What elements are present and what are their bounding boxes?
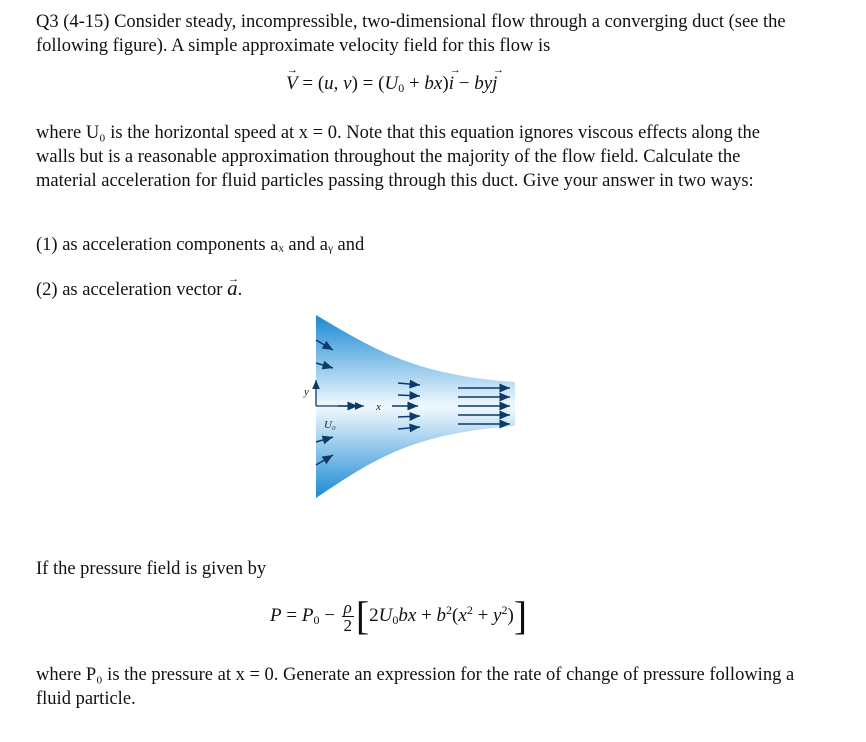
y-axis-label: y (304, 386, 309, 398)
question-description: where U₀ is the horizontal speed at x = 0. Note that this equation ignores viscous effects along the walls but is a reasonable approximation throughout the majority of the flow field. Calculate the material acceleration for fluid particles passing through this duct. Give your answer in two ways: (36, 123, 760, 191)
acceleration-vector-symbol: → a (227, 276, 238, 300)
x-axis-label: x (376, 401, 381, 413)
pressure-equation: $P = P_0$ − $\frac{\rho}{2}$ $[2U_0bx + b^2(x^2 + y^2)]$ (270, 593, 528, 638)
velocity-arrow-mid-2 (398, 395, 420, 396)
eq-v-vector: → V (286, 73, 298, 95)
velocity-equation: → V = (u, $v) = (U_0 + bx)\to i - by\to j$ (286, 73, 497, 96)
velocity-arrow-mid-4 (398, 416, 420, 417)
part-1: (1) as acceleration components aₓ and aᵧ and (36, 235, 365, 255)
eq-j-unit: → j (492, 73, 497, 95)
pressure-intro: If the pressure field is given by (36, 559, 267, 579)
rho-over-two-fraction: $\frac{\rho}{2}$ (343, 598, 352, 636)
part-2: (2) as acceleration vector → a. (36, 276, 796, 302)
u0-label: U₀ (324, 419, 336, 431)
eq-i-unit: → i (449, 73, 454, 95)
converging-duct-figure (280, 305, 525, 505)
closing-question: where P₀ is the pressure at x = 0. Generate an expression for the rate of change of pressure following a fluid particle. (36, 665, 795, 709)
question-intro: Q3 (4-15) Consider steady, incompressible, two-dimensional flow through a converging duct (see the following figure). A simple approximate velocity field for this flow is (36, 12, 786, 56)
